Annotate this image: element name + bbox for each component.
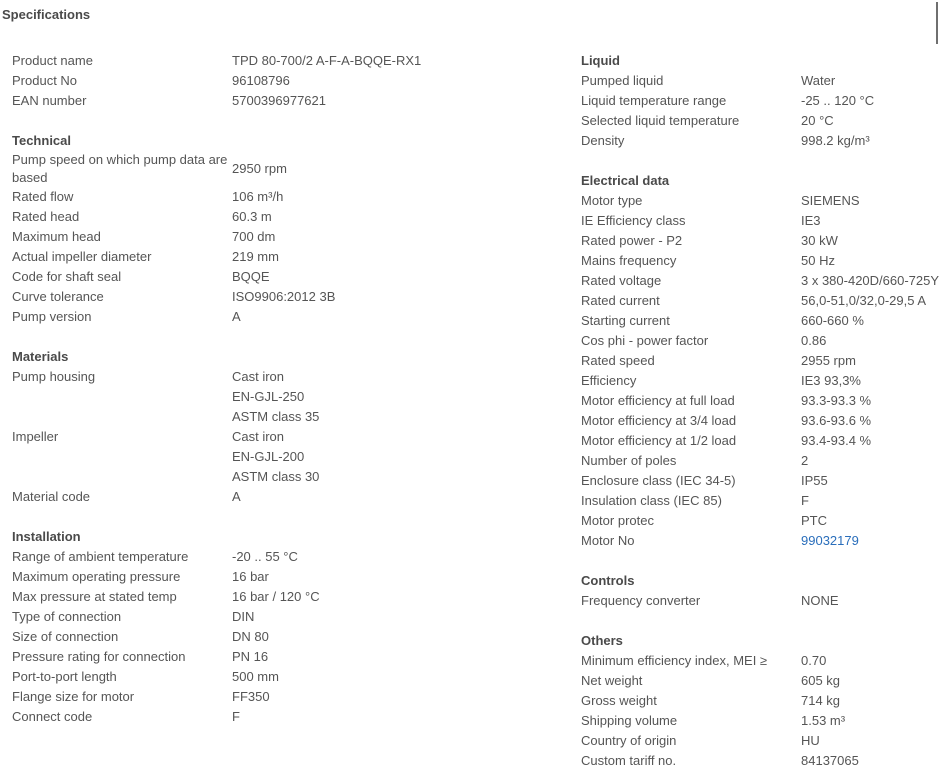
spec-value: 714 kg	[801, 693, 841, 708]
spec-value: Water	[801, 73, 836, 88]
spec-value: -20 .. 55 °C	[232, 549, 298, 564]
spec-value: IE3 93,3%	[801, 373, 861, 388]
section-spacer	[581, 611, 938, 631]
spec-label-enclosure-class-iec-34-5: Enclosure class (IEC 34-5)	[581, 473, 736, 488]
spec-label-pressure-rating-for-connection: Pressure rating for connection	[12, 649, 186, 664]
spec-value: IP55	[801, 473, 828, 488]
spec-row	[581, 591, 938, 611]
spec-value: 106 m³/h	[232, 189, 284, 204]
spec-row	[12, 267, 562, 287]
spec-row	[12, 547, 562, 567]
spec-label-code-for-shaft-seal: Code for shaft seal	[12, 269, 122, 284]
spec-row	[12, 407, 562, 427]
spec-row	[12, 667, 562, 687]
spec-row	[12, 227, 562, 247]
spec-label-rated-flow: Rated flow	[12, 189, 74, 204]
spec-row	[12, 151, 562, 187]
spec-value: 50 Hz	[801, 253, 835, 268]
spec-row	[581, 231, 938, 251]
spec-row	[12, 51, 562, 71]
spec-label-actual-impeller-diameter: Actual impeller diameter	[12, 249, 152, 264]
spec-value: EN-GJL-250	[232, 389, 305, 404]
spec-value: F	[801, 493, 809, 508]
spec-row	[581, 191, 938, 211]
spec-value: 93.6-93.6 %	[801, 413, 872, 428]
spec-value: 60.3 m	[232, 209, 272, 224]
spec-value: 998.2 kg/m³	[801, 133, 870, 148]
spec-label-connect-code: Connect code	[12, 709, 93, 724]
spec-row	[581, 211, 938, 231]
spec-label-rated-current: Rated current	[581, 293, 660, 308]
spec-row	[12, 387, 562, 407]
spec-label-cos-phi-power-factor: Cos phi - power factor	[581, 333, 709, 348]
spec-label-ean-number: EAN number	[12, 93, 87, 108]
spec-value: DN 80	[232, 629, 269, 644]
spec-label-curve-tolerance: Curve tolerance	[12, 289, 104, 304]
spec-row	[12, 427, 562, 447]
spec-value: 30 kW	[801, 233, 838, 248]
spec-row	[581, 391, 938, 411]
spec-label-max-pressure-at-stated-temp: Max pressure at stated temp	[12, 589, 177, 604]
spec-value: 56,0-51,0/32,0-29,5 A	[801, 293, 927, 308]
spec-row	[581, 731, 938, 751]
spec-value: ISO9906:2012 3B	[232, 289, 336, 304]
spec-value: A	[232, 489, 241, 504]
spec-row	[12, 467, 562, 487]
spec-label-shipping-volume: Shipping volume	[581, 713, 678, 728]
spec-row	[581, 411, 938, 431]
spec-row	[12, 207, 562, 227]
spec-label-motor-efficiency-at-3-4-load: Motor efficiency at 3/4 load	[581, 413, 737, 428]
spec-label-type-of-connection: Type of connection	[12, 609, 122, 624]
spec-label-country-of-origin: Country of origin	[581, 733, 677, 748]
spec-value: 0.70	[801, 653, 827, 668]
spec-label-product-no: Product No	[12, 73, 78, 88]
spec-label-density: Density	[581, 133, 625, 148]
specs-left-column	[12, 51, 562, 727]
spec-value: 660-660 %	[801, 313, 864, 328]
spec-label-net-weight: Net weight	[581, 673, 643, 688]
spec-value: 700 dm	[232, 229, 276, 244]
spec-row	[581, 511, 938, 531]
spec-label-pumped-liquid: Pumped liquid	[581, 73, 664, 88]
spec-label-insulation-class-iec-85: Insulation class (IEC 85)	[581, 493, 722, 508]
section-title-materials: Materials	[12, 349, 69, 364]
spec-value: DIN	[232, 609, 255, 624]
spec-label-mains-frequency: Mains frequency	[581, 253, 677, 268]
spec-label-impeller: Impeller	[12, 429, 59, 444]
spec-value: 93.3-93.3 %	[801, 393, 872, 408]
section-spacer	[12, 507, 562, 527]
spec-label-material-code: Material code	[12, 489, 91, 504]
spec-row	[581, 111, 938, 131]
spec-value: PTC	[801, 513, 827, 528]
spec-value: 3 x 380-420D/660-725Y	[801, 273, 940, 288]
spec-value: 93.4-93.4 %	[801, 433, 872, 448]
page-title: Specifications	[2, 7, 91, 22]
spec-value: ASTM class 30	[232, 469, 320, 484]
spec-row	[12, 187, 562, 207]
spec-row	[581, 351, 938, 371]
spec-value: TPD 80-700/2 A-F-A-BQQE-RX1	[232, 53, 422, 68]
section-title-installation: Installation	[12, 529, 81, 544]
spec-row	[581, 371, 938, 391]
section-spacer	[12, 111, 562, 131]
section-spacer	[581, 151, 938, 171]
spec-row	[12, 247, 562, 267]
spec-value: -25 .. 120 °C	[801, 93, 875, 108]
spec-row	[12, 647, 562, 667]
spec-value: 16 bar / 120 °C	[232, 589, 320, 604]
spec-row	[581, 651, 938, 671]
spec-label-pump-housing: Pump housing	[12, 369, 96, 384]
spec-value: 605 kg	[801, 673, 841, 688]
spec-label-motor-type: Motor type	[581, 193, 643, 208]
spec-label-product-name: Product name	[12, 53, 93, 68]
spec-row	[581, 451, 938, 471]
spec-row	[581, 751, 938, 771]
spec-row	[581, 471, 938, 491]
spec-row	[581, 311, 938, 331]
spec-row	[581, 271, 938, 291]
spec-row	[581, 91, 938, 111]
spec-value: BQQE	[232, 269, 270, 284]
spec-label-range-of-ambient-temperature: Range of ambient temperature	[12, 549, 189, 564]
spec-row	[12, 367, 562, 387]
spec-row	[581, 531, 938, 551]
spec-row	[581, 131, 938, 151]
spec-label-pump-speed-on-which-pump-data-are-based: Pump speed on which pump data are based	[12, 152, 228, 185]
spec-row	[581, 671, 938, 691]
spec-value: Cast iron	[232, 429, 285, 444]
spec-value: 2950 rpm	[232, 161, 287, 176]
spec-row	[12, 447, 562, 467]
spec-label-rated-power-p2: Rated power - P2	[581, 233, 683, 248]
spec-value: 84137065	[801, 753, 859, 768]
spec-value: FF350	[232, 689, 270, 704]
spec-row	[581, 691, 938, 711]
spec-label-number-of-poles: Number of poles	[581, 453, 677, 468]
spec-label-gross-weight: Gross weight	[581, 693, 657, 708]
spec-row	[581, 491, 938, 511]
section-title-technical: Technical	[12, 133, 72, 148]
section-title-others: Others	[581, 633, 623, 648]
spec-row	[12, 707, 562, 727]
spec-label-rated-voltage: Rated voltage	[581, 273, 662, 288]
spec-value: 5700396977621	[232, 93, 326, 108]
spec-row	[12, 587, 562, 607]
spec-value: SIEMENS	[801, 193, 860, 208]
spec-value: 219 mm	[232, 249, 279, 264]
spec-row	[581, 71, 938, 91]
spec-row	[581, 711, 938, 731]
spec-value: HU	[801, 733, 820, 748]
spec-value-link[interactable]: 99032179	[801, 533, 859, 548]
spec-value: 96108796	[232, 73, 290, 88]
spec-value: NONE	[801, 593, 839, 608]
spec-row	[12, 627, 562, 647]
spec-row	[12, 287, 562, 307]
spec-value: 20 °C	[801, 113, 834, 128]
spec-value: 0.86	[801, 333, 827, 348]
spec-row	[12, 487, 562, 507]
spec-value: 500 mm	[232, 669, 279, 684]
spec-label-rated-head: Rated head	[12, 209, 80, 224]
spec-label-ie-efficiency-class: IE Efficiency class	[581, 213, 686, 228]
spec-label-pump-version: Pump version	[12, 309, 92, 324]
spec-label-motor-efficiency-at-1-2-load: Motor efficiency at 1/2 load	[581, 433, 737, 448]
spec-value: A	[232, 309, 241, 324]
spec-row	[12, 307, 562, 327]
spec-label-minimum-efficiency-index-mei: Minimum efficiency index, MEI ≥	[581, 653, 768, 668]
spec-row	[581, 291, 938, 311]
section-title-controls: Controls	[581, 573, 635, 588]
spec-row	[12, 607, 562, 627]
spec-value: ASTM class 35	[232, 409, 320, 424]
spec-row	[12, 71, 562, 91]
spec-value: PN 16	[232, 649, 269, 664]
spec-value: 2	[801, 453, 809, 468]
section-spacer	[12, 327, 562, 347]
spec-label-motor-no: Motor No	[581, 533, 635, 548]
spec-value: F	[232, 709, 240, 724]
spec-row	[12, 567, 562, 587]
spec-value: 1.53 m³	[801, 713, 846, 728]
spec-label-selected-liquid-temperature: Selected liquid temperature	[581, 113, 740, 128]
section-title-electrical-data: Electrical data	[581, 173, 670, 188]
spec-label-efficiency: Efficiency	[581, 373, 637, 388]
section-spacer	[581, 551, 938, 571]
spec-value: EN-GJL-200	[232, 449, 305, 464]
spec-row	[581, 251, 938, 271]
spec-value: IE3	[801, 213, 821, 228]
spec-row	[12, 687, 562, 707]
spec-row	[581, 331, 938, 351]
spec-row	[12, 91, 562, 111]
spec-label-liquid-temperature-range: Liquid temperature range	[581, 93, 727, 108]
spec-value: Cast iron	[232, 369, 285, 384]
scrollbar-thumb[interactable]	[936, 2, 938, 44]
spec-label-motor-efficiency-at-full-load: Motor efficiency at full load	[581, 393, 735, 408]
spec-label-rated-speed: Rated speed	[581, 353, 655, 368]
spec-value: 2955 rpm	[801, 353, 856, 368]
spec-label-maximum-operating-pressure: Maximum operating pressure	[12, 569, 181, 584]
spec-row	[581, 431, 938, 451]
specs-right-column	[581, 51, 938, 771]
spec-label-starting-current: Starting current	[581, 313, 670, 328]
spec-label-motor-protec: Motor protec	[581, 513, 654, 528]
spec-label-custom-tariff-no: Custom tariff no.	[581, 753, 677, 768]
spec-value: 16 bar	[232, 569, 269, 584]
spec-label-frequency-converter: Frequency converter	[581, 593, 701, 608]
spec-label-size-of-connection: Size of connection	[12, 629, 119, 644]
section-title-liquid: Liquid	[581, 53, 620, 68]
spec-label-flange-size-for-motor: Flange size for motor	[12, 689, 135, 704]
spec-label-port-to-port-length: Port-to-port length	[12, 669, 117, 684]
spec-label-maximum-head: Maximum head	[12, 229, 101, 244]
